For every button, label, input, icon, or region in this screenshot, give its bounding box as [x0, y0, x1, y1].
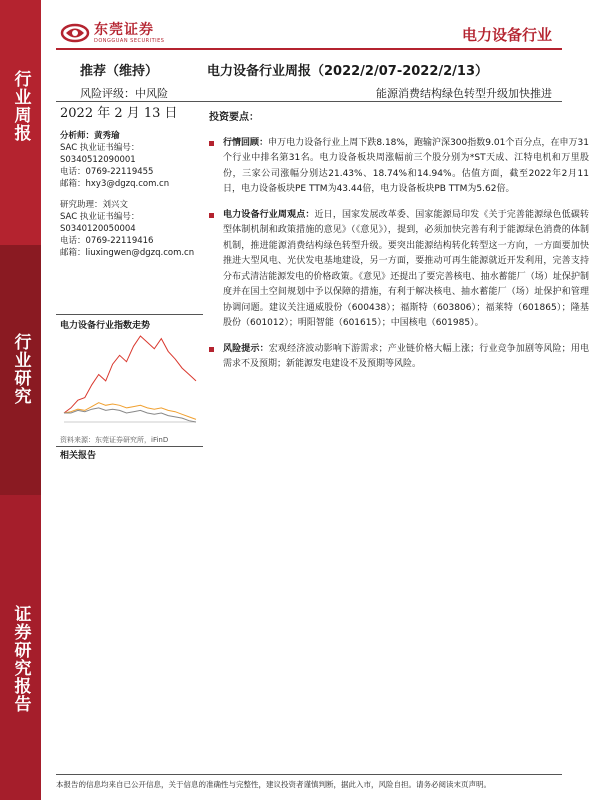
report-title: 电力设备行业周报（2022/2/07-2022/2/13）: [207, 64, 489, 79]
company-logo: [60, 22, 164, 44]
assistant-phone: 电话：0769-22119416: [60, 236, 154, 246]
sidebar-label-report: 证券研究报告: [10, 605, 31, 713]
footer-disclaimer: 本报告的信息均来自已公开信息，关于信息的准确性与完整性，建议投资者谨慎判断，据此入市，风险自担。请务必阅读末页声明。: [56, 774, 562, 790]
bullet-text: 近日，国家发展改革委、国家能源局印发《关于完善能源绿色低碳转型体制机制和政策措施的意见》（《意见》），提到，必须加快完善有利于能源绿色消费的体制机制，推进能源消费结构绿色转型升级。要突出能源结构转化转型这一方向，一方面要加快推进大型风电、光伏发电基地建设，另一方面，要推动可再生能源就近开发利用，完善支持分布式清洁能源发电的价格政策。《意见》还提出了要完善核电、抽水蓄能厂（场）址保护制度并在国土空间规划中予以保障的措施，有利于解决核电、抽水蓄能厂（场）址保护和管理协调问题。建议关注通威股份（600438）；福斯特（603806）；福莱特（601865）；隆基股份（601012）；明阳智能（601615）；中国核电（601985）。: [223, 209, 589, 328]
analyst-phone: 电话：0769-22119455: [60, 167, 154, 177]
risk-rating: 风险评级：中风险: [80, 87, 168, 100]
assistant-cert: S0340120050004: [60, 224, 136, 234]
chart-title: 电力设备行业指数走势: [60, 321, 151, 331]
analyst-email[interactable]: 邮箱：hxy3@dgzq.com.cn: [60, 179, 170, 189]
bullet-risk: [209, 342, 589, 373]
recommendation: 推荐（维持）: [80, 64, 159, 79]
assistant-contact: [60, 199, 200, 259]
analyst-cert-label: SAC 执业证书编号：: [60, 143, 140, 153]
key-points-label: 投资要点：: [209, 112, 259, 123]
analyst-cert: S0340512090001: [60, 155, 136, 165]
analyst-contact: [60, 130, 200, 190]
bullet-text: 宏观经济波动影响下游需求；产业链价格大幅上涨；行业竞争加剧等风险；用电需求不及预期；新能源发电建设不及预期等风险。: [223, 343, 589, 369]
bullet-market-review: [209, 136, 589, 198]
related-reports-heading: 相关报告: [60, 451, 97, 461]
sidebar-label-weekly: 行业周报: [10, 70, 31, 142]
logo-mark-icon: [60, 22, 90, 44]
bullet-text: 申万电力设备行业上周下跌8.18%，跑输沪深300指数9.01个百分点，在申万31个行业中排名第31名。电力设备板块周涨幅前三个股分别为*ST天成、江特电机和万里股份，三家公司涨幅分别达21.43%、18.74%和14.94%。估值方面，截至2022年2月11日，电力设备板块PE TTM为43.44倍，电力设备板块PB TTM为5.62倍。: [223, 137, 589, 194]
sidebar-label-research: 行业研究: [10, 333, 31, 405]
logo-text-en: DONGGUAN SECURITIES: [94, 38, 165, 44]
chart-top-divider: [56, 314, 203, 315]
sidebar-block-research: [0, 245, 41, 495]
report-subtitle: 能源消费结构绿色转型升级加快推进: [376, 87, 552, 100]
assistant-email[interactable]: 邮箱：liuxingwen@dgzq.com.cn: [60, 248, 195, 258]
left-column: [60, 108, 200, 259]
bullet-lead: 电力设备行业周观点：: [223, 209, 315, 220]
related-divider: [56, 446, 203, 447]
assistant-name: 研究助理：刘兴文: [60, 200, 129, 210]
subtitle-divider: [56, 101, 562, 102]
chart-series-line-1: [64, 336, 196, 413]
bullet-lead: 行情回顾：: [223, 137, 269, 148]
report-date: 2022 年 2 月 13 日: [60, 106, 178, 121]
main-content: [209, 110, 589, 383]
logo-text-cn: 东莞证券: [94, 22, 154, 38]
chart-source: 资料来源：东莞证券研究所，iFinD: [60, 436, 169, 444]
assistant-cert-label: SAC 执业证书编号：: [60, 212, 140, 222]
industry-label: 电力设备行业: [461, 26, 552, 44]
bullet-lead: 风险提示：: [223, 343, 269, 354]
sidebar: [0, 0, 41, 800]
index-trend-chart: [60, 330, 200, 430]
bullet-weekly-view: [209, 208, 589, 332]
sidebar-block-report: [0, 495, 41, 800]
analyst-name: 分析师：黄秀瑜: [60, 131, 120, 141]
sidebar-block-weekly: [0, 0, 41, 245]
header-divider: [56, 48, 562, 50]
